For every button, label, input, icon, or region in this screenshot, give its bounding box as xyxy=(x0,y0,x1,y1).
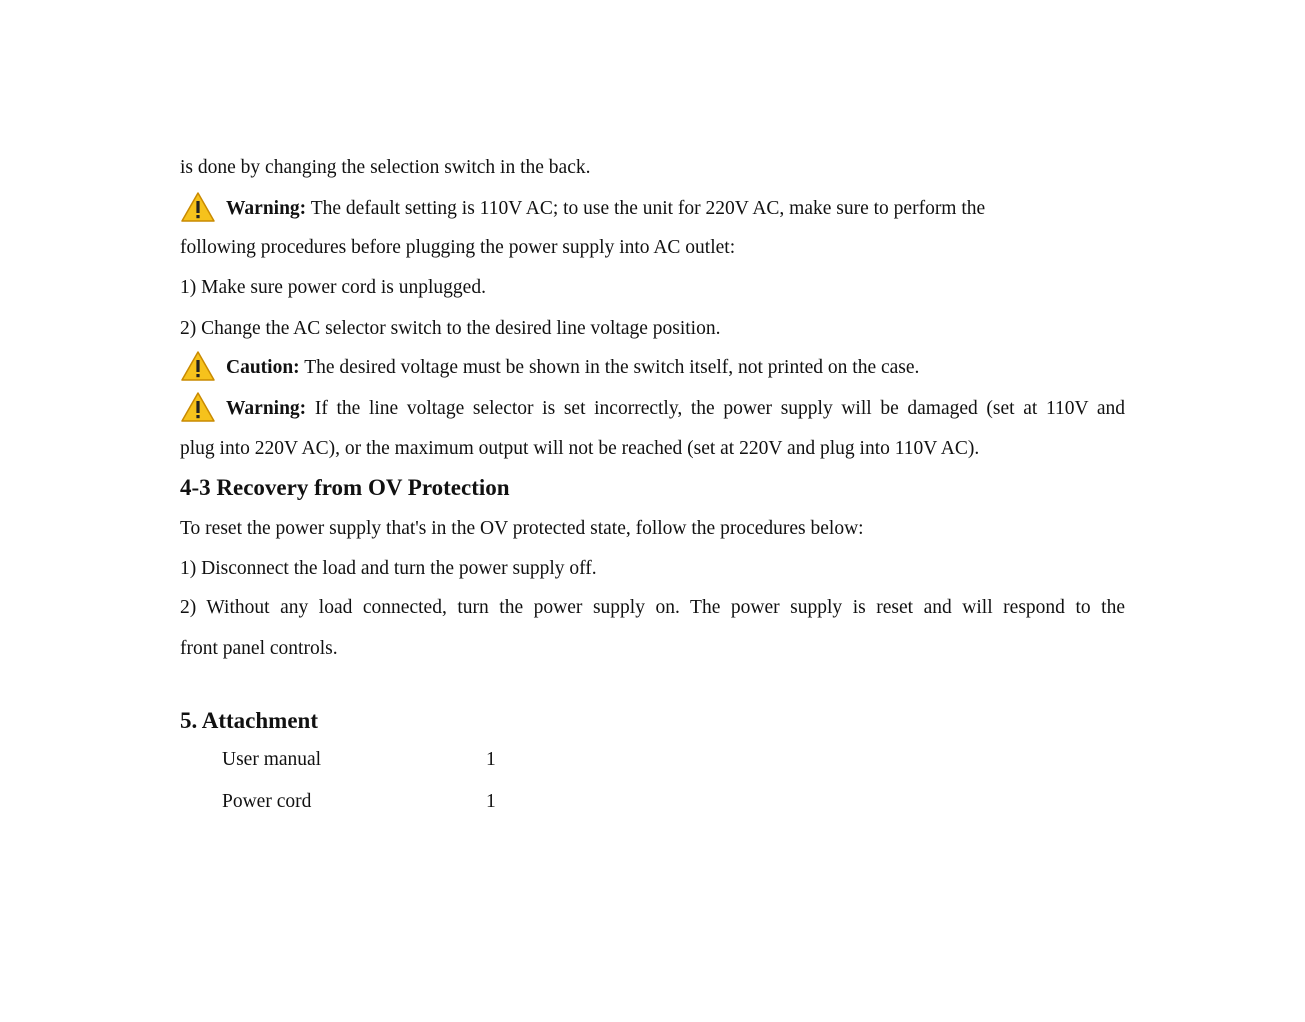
warning-label: Warning: xyxy=(226,198,307,219)
warning-label: Warning: xyxy=(226,398,307,419)
ov-step-2: 2) Without any load connected, turn the power supply on. The power supply is reset and will respond to the xyxy=(180,597,1125,618)
warning-text: If the line voltage selector is set incorrectly, the power supply will be damaged (set at 110V and xyxy=(314,398,1126,419)
procedure-step-2: 2) Change the AC selector switch to the desired line voltage position. xyxy=(180,318,721,339)
warning-triangle-icon xyxy=(180,191,216,223)
warning-notice-1 xyxy=(180,197,1125,221)
attachment-item-qty: 1 xyxy=(486,749,496,770)
caution-text: The desired voltage must be shown in the switch itself, not printed on the case. xyxy=(304,357,920,378)
section-heading-attachment: 5. Attachment xyxy=(180,708,318,733)
attachment-item-qty: 1 xyxy=(486,791,496,812)
procedure-step-1: 1) Make sure power cord is unplugged. xyxy=(180,277,486,298)
caution-label: Caution: xyxy=(226,357,300,378)
intro-tail-text: is done by changing the selection switch in the back. xyxy=(180,157,591,178)
ov-step-2-continuation: front panel controls. xyxy=(180,638,338,659)
warning-notice-2 xyxy=(180,397,1125,421)
attachment-item-name: Power cord xyxy=(222,791,312,812)
section-heading-ov-recovery: 4-3 Recovery from OV Protection xyxy=(180,475,510,500)
caution-triangle-icon xyxy=(180,350,216,382)
attachment-item-name: User manual xyxy=(222,749,322,770)
ov-intro-text: To reset the power supply that's in the OV protected state, follow the procedures below: xyxy=(180,518,864,539)
warning-continuation-text: plug into 220V AC), or the maximum output will not be reached (set at 220V and plug into 110V AC). xyxy=(180,438,980,459)
warning-text: The default setting is 110V AC; to use the unit for 220V AC, make sure to perform the xyxy=(310,198,986,219)
ov-step-1: 1) Disconnect the load and turn the power supply off. xyxy=(180,558,597,579)
caution-notice xyxy=(180,356,1125,380)
warning-triangle-icon xyxy=(180,391,216,423)
warning-continuation-text: following procedures before plugging the power supply into AC outlet: xyxy=(180,237,736,258)
